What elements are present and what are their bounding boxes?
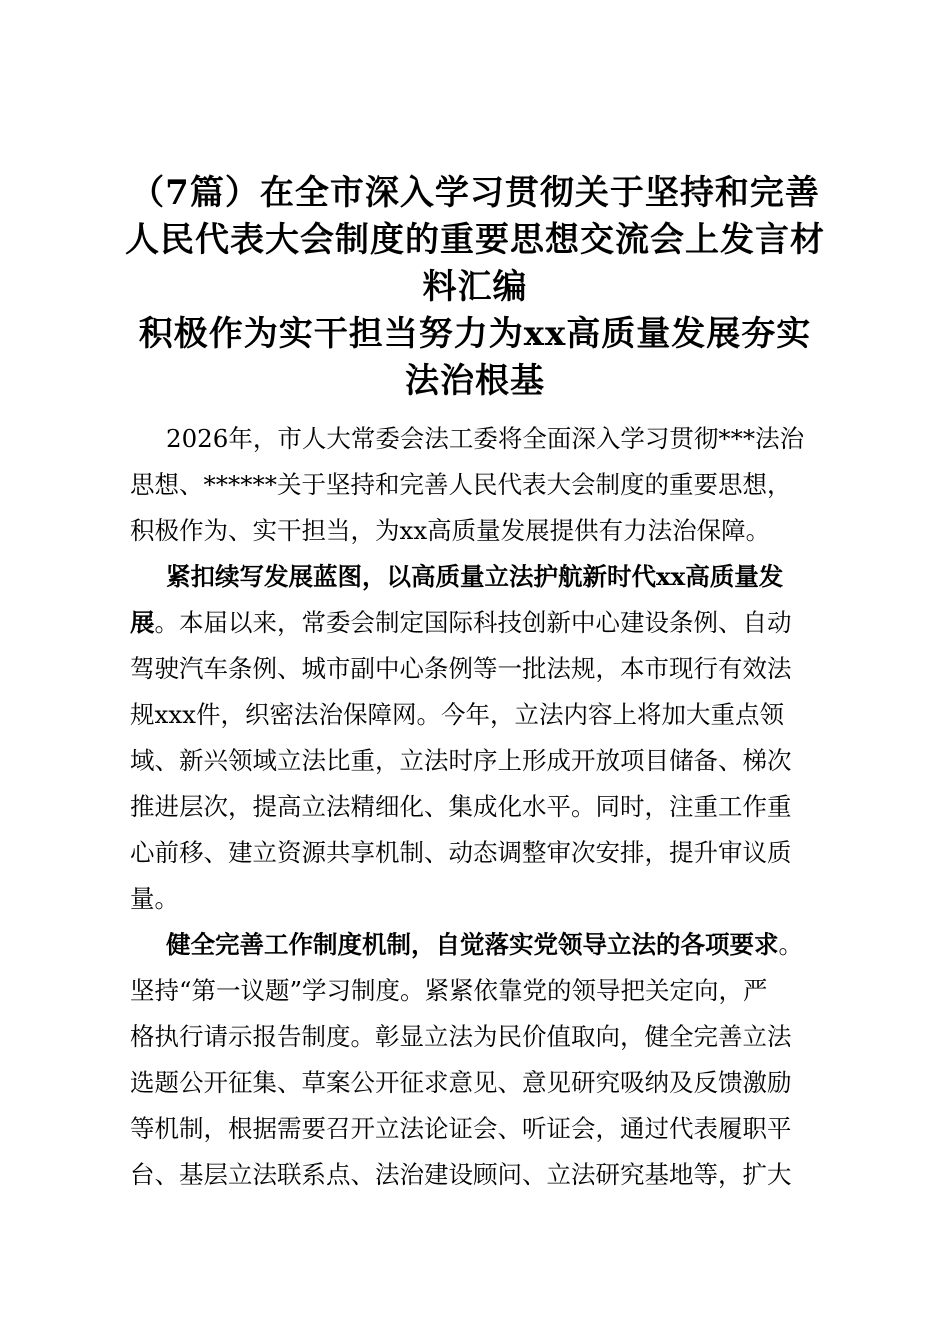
- paragraph-line: 驾驶汽车条例、城市副中心条例等一批法规，本市现行有效法: [130, 654, 792, 683]
- paragraph-line: 等机制，根据需要召开立法论证会、听证会，通过代表履职平: [130, 1114, 792, 1143]
- paragraph-line: 量。: [130, 884, 179, 913]
- paragraph-text: 。: [778, 930, 803, 959]
- paragraph-line: 台、基层立法联系点、法治建设顾问、立法研究基地等，扩大: [130, 1160, 792, 1189]
- paragraph-line: 规xxx件，织密法治保障网。今年，立法内容上将加大重点领: [130, 700, 784, 729]
- paragraph-line: 推进层次，提高立法精细化、集成化水平。同时，注重工作重: [130, 792, 792, 821]
- paragraph-line: 思想、******关于坚持和完善人民代表大会制度的重要思想，: [130, 470, 792, 499]
- paragraph-line: 积极作为、实干担当，为xx高质量发展提供有力法治保障。: [130, 516, 771, 545]
- document-body: [130, 416, 820, 1198]
- paragraph-line: 选题公开征集、草案公开征求意见、意见研究吸纳及反馈激励: [130, 1068, 792, 1097]
- paragraph-line: [130, 922, 820, 968]
- subtitle-line: 积极作为实干担当努力为xx高质量发展夯实: [138, 314, 812, 354]
- paragraph-line: 格执行请示报告制度。彰显立法为民价值取向，健全完善立法: [130, 1022, 792, 1051]
- title-line: 料汇编: [422, 267, 528, 307]
- paragraph-line: [130, 554, 820, 600]
- paragraph-intro: [130, 416, 820, 554]
- paragraph-legislation: [130, 554, 820, 922]
- paragraph-text: 。本届以来，常委会制定国际科技创新中心建设条例、自动: [154, 608, 792, 637]
- paragraph-lead: 健全完善工作制度机制，自觉落实党领导立法的各项要求: [166, 930, 779, 959]
- paragraph-line: 坚持“第一议题”学习制度。紧紧依靠党的领导把关定向，严: [130, 976, 768, 1005]
- subtitle-line: 法治根基: [405, 361, 545, 401]
- paragraph-lead: 紧扣续写发展蓝图，以高质量立法护航新时代xx高质量发: [166, 562, 784, 591]
- paragraph-mechanism: [130, 922, 820, 1198]
- paragraph-line: [130, 600, 820, 646]
- paragraph-line: 2026年，市人大常委会法工委将全面深入学习贯彻***法治: [166, 424, 805, 453]
- paragraph-line: 域、新兴领域立法比重，立法时序上形成开放项目储备、梯次: [130, 746, 792, 775]
- title-line: 人民代表大会制度的重要思想交流会上发言材: [125, 220, 825, 260]
- paragraph-line: 心前移、建立资源共享机制、动态调整审次安排，提升审议质: [130, 838, 792, 867]
- document-title: [118, 170, 832, 405]
- paragraph-lead: 展: [130, 608, 155, 637]
- title-line: （7篇）在全市深入学习贯彻关于坚持和完善: [130, 173, 820, 213]
